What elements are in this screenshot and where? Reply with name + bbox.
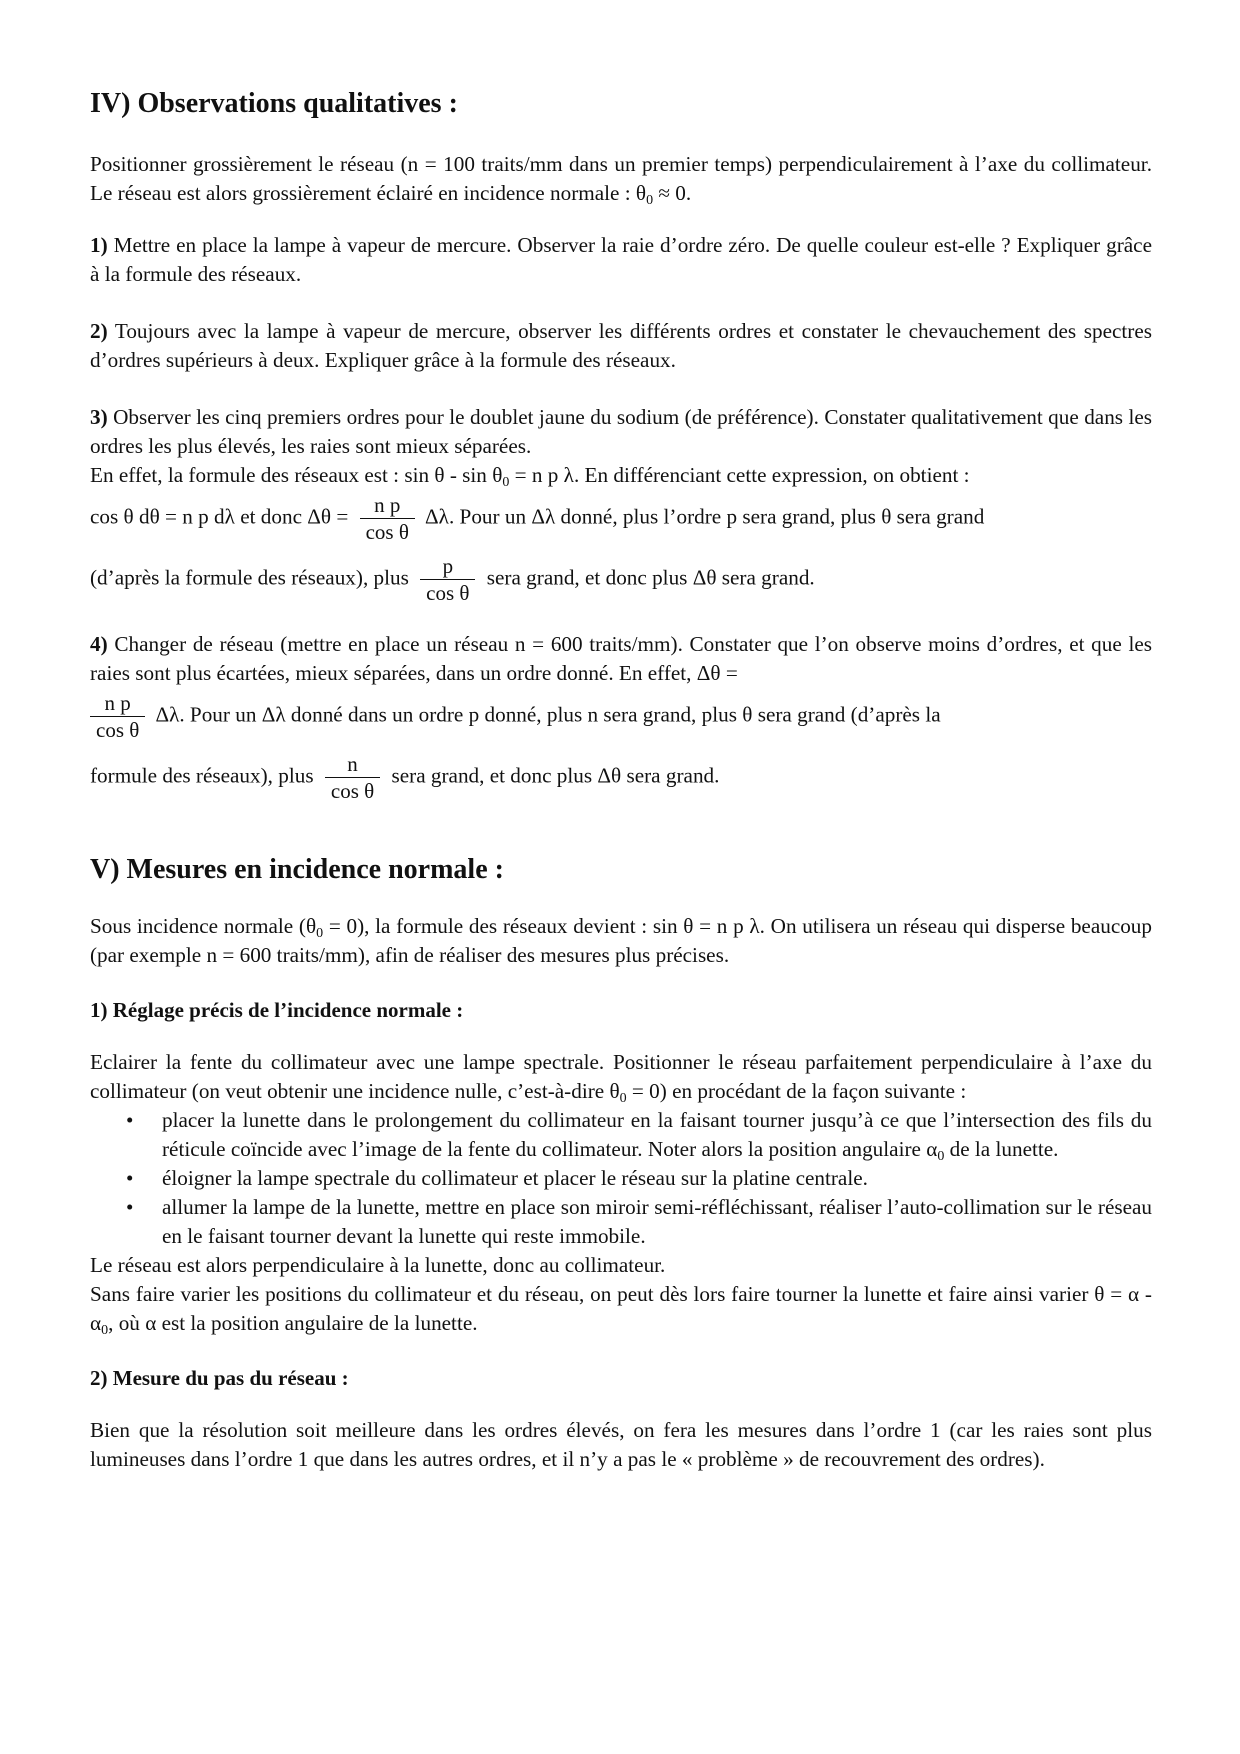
item-4: 4) Changer de réseau (mettre en place un réseau n = 600 traits/mm). Constater que l’on observe moins d’ordres, et que les raies sont plus écartées, mieux séparées, dans un ordre donné. En effet, Δθ = xyxy=(90,632,1152,685)
item-4-equation-2: formule des réseaux), plus $\frac{n}{\text{cos θ}}$ sera grand, et donc plus Δθ sera grand. xyxy=(90,752,720,803)
document-page xyxy=(90,86,1152,1474)
section-v-title: V) Mesures en incidence normale : xyxy=(90,854,504,885)
list-item: • allumer la lampe de la lunette, mettre en place son miroir semi-réfléchissant, réaliser l’auto-collimation sur le réseau en le faisant tourner devant la lunette qui reste immobile. xyxy=(162,1193,1152,1251)
item-3: 3) Observer les cinq premiers ordres pour le doublet jaune du sodium (de préférence). Constater qualitativement que dans les ordres les plus élevés, les raies sont mieux séparées. xyxy=(90,405,1152,458)
fraction-n-cos: $\frac{n}{\text{cos θ}}$ xyxy=(325,751,380,804)
subsection-1-paragraph: Eclairer la fente du collimateur avec une lampe spectrale. Positionner le réseau parfaitement perpendiculaire à l’axe du collimateur (on veut obtenir une incidence nulle, c’est-à-dire $\theta_0 = 0$) en procédant de la façon suivante : xyxy=(90,1050,1152,1106)
subsection-2-paragraph: Bien que la résolution soit meilleure dans les ordres élevés, on fera les mesures dans l’ordre 1 (car les raies sont plus lumineuses dans l’ordre 1 que dans les autres ordres, et il n’y a pas le « problème » de recouvrement des ordres). xyxy=(90,1418,1152,1471)
after-list-line-1: Le réseau est alors perpendiculaire à la lunette, donc au collimateur. xyxy=(90,1253,666,1277)
list-item: • placer la lunette dans le prolongement du collimateur en la faisant tourner jusqu’à ce que l’intersection des fils du réticule coïncide avec l’image de la fente du collimateur. Noter alors la position angulaire $\alpha_0$ de la lunette. xyxy=(162,1106,1152,1164)
fraction-np-cos-2: $\frac{\text{n p}}{\text{cos θ}}$ xyxy=(90,690,145,743)
fraction-np-cos: $\frac{\text{n p}}{\text{cos θ}}$ xyxy=(360,492,415,545)
fraction-p-cos: $\frac{p}{\text{cos θ}}$ xyxy=(420,553,475,606)
item-4-equation-1: $\frac{\text{n p}}{\text{cos θ}}$ Δλ. Pour un Δλ donné dans un ordre p donné, plus n sera grand, plus θ sera grand (d’après la xyxy=(84,690,1152,743)
list-item: • éloigner la lampe spectrale du collimateur et placer le réseau sur la platine centrale. xyxy=(162,1164,1152,1193)
item-3-equation-2: (d’après la formule des réseaux), plus $\frac{p}{\text{cos θ}}$ sera grand, et donc plus Δθ sera grand. xyxy=(90,554,815,605)
after-list-line-2: Sans faire varier les positions du collimateur et du réseau, on peut dès lors faire tourner la lunette et faire ainsi varier $\theta = \alpha - \alpha_0$, où α est la position angulaire de la lunette. xyxy=(90,1282,1152,1338)
section-v-intro: Sous incidence normale $(\theta_0 = 0)$, la formule des réseaux devient : sin θ = n p λ. On utilisera un réseau qui disperse beaucoup (par exemple n = 600 traits/mm), afin de réaliser des mesures plus précises. xyxy=(90,914,1152,967)
section-iv-title: IV) Observations qualitatives : xyxy=(90,88,458,119)
item-1: 1) Mettre en place la lampe à vapeur de mercure. Observer la raie d’ordre zéro. De quelle couleur est-elle ? Expliquer grâce à la formule des réseaux. xyxy=(90,233,1152,286)
section-iv-intro: Positionner grossièrement le réseau (n = 100 traits/mm dans un premier temps) perpendiculairement à l’axe du collimateur. Le réseau est alors grossièrement éclairé en incidence normale : $\theta_0 \approx 0$. xyxy=(90,152,1152,208)
procedure-list xyxy=(90,1106,1152,1251)
item-3-formula-line: En effet, la formule des réseaux est : $\sin \theta - \sin \theta_0 = n$ p λ. En différenciant cette expression, on obtient : xyxy=(90,463,970,490)
item-2: 2) Toujours avec la lampe à vapeur de mercure, observer les différents ordres et constater le chevauchement des spectres d’ordres supérieurs à deux. Expliquer grâce à la formule des réseaux. xyxy=(90,319,1152,372)
subsection-2-title: 2) Mesure du pas du réseau : xyxy=(90,1366,349,1390)
item-3-equation-1: cos θ dθ = n p dλ et donc Δθ = $\frac{\text{n p}}{\text{cos θ}}$ Δλ. Pour un Δλ donné, plus l’ordre p sera grand, plus θ sera grand xyxy=(90,493,985,544)
subsection-1-title: 1) Réglage précis de l’incidence normale : xyxy=(90,998,464,1022)
